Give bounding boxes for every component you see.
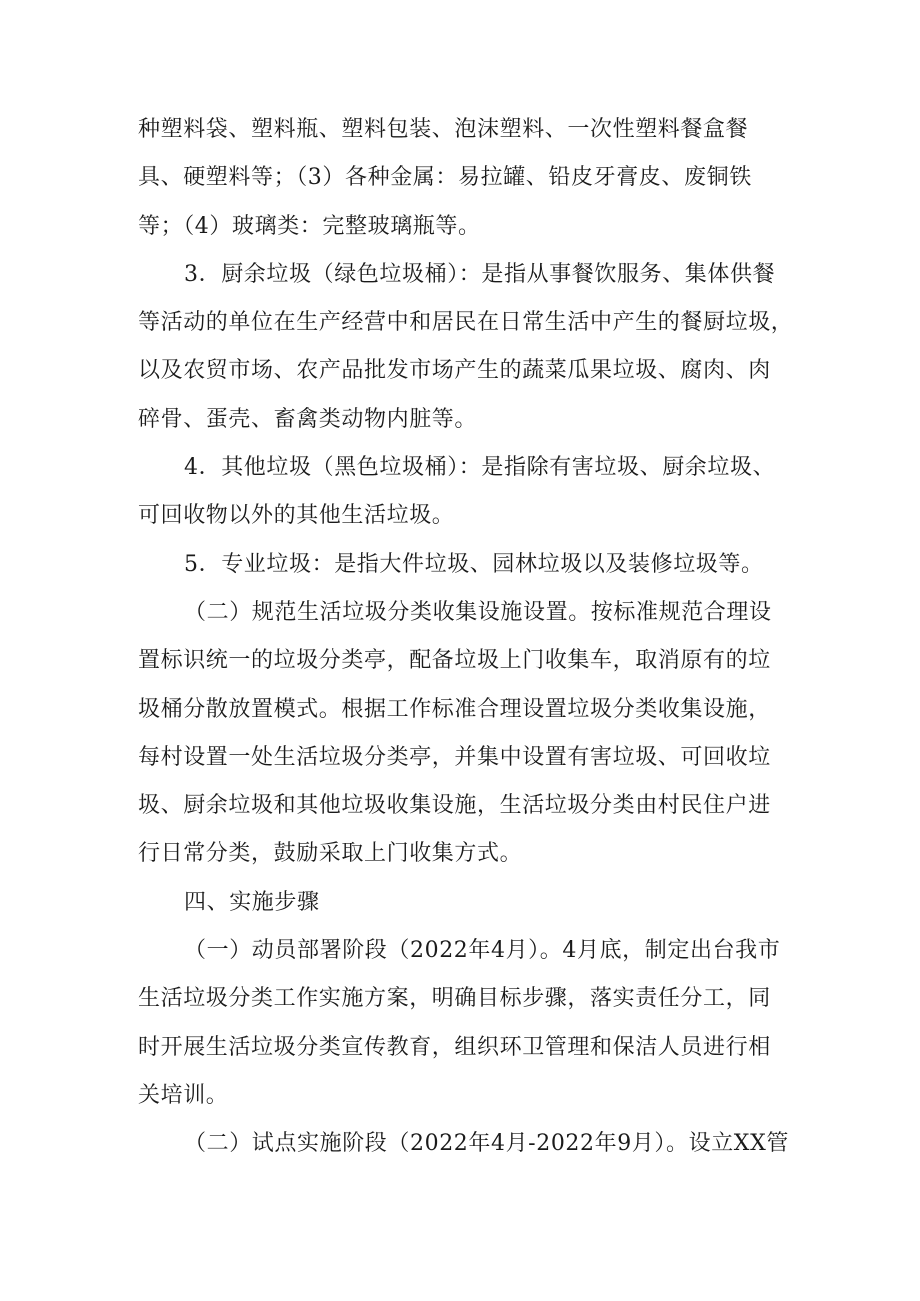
text-line: 4．其他垃圾（黑色垃圾桶）：是指除有害垃圾、厨余垃圾、 <box>184 455 776 481</box>
paragraph-kitchen-waste <box>138 251 793 444</box>
text-line: 种塑料袋、塑料瓶、塑料包装、泡沫塑料、一次性塑料餐盒餐 <box>138 117 749 142</box>
paragraph-special-waste <box>138 541 793 589</box>
document-body <box>138 106 793 1169</box>
text-line: 行日常分类，鼓励采取上门收集方式。 <box>138 841 523 867</box>
text-line: 5．专业垃圾：是指大件垃圾、园林垃圾以及装修垃圾等。 <box>184 551 764 577</box>
text-line: 3．厨余垃圾（绿色垃圾桶）：是指从事餐饮服务、集体供餐 <box>184 261 776 287</box>
section-heading-implementation-steps <box>138 879 793 927</box>
text-line: （一）动员部署阶段（2022年4月）。4月底，制定出台我市 <box>184 938 781 964</box>
text-line: （二）规范生活垃圾分类收集设施设置。按标准规范合理设 <box>184 599 772 625</box>
paragraph-collection-facilities <box>138 589 793 879</box>
text-line: 圾、厨余垃圾和其他垃圾收集设施，生活垃圾分类由村民住户进 <box>138 793 771 819</box>
text-line: 具、硬塑料等；（3）各种金属：易拉罐、铅皮牙膏皮、废铜铁 <box>138 165 752 191</box>
text-line: 等；（4）玻璃类：完整玻璃瓶等。 <box>138 213 481 239</box>
text-line: 碎骨、蛋壳、畜禽类动物内脏等。 <box>138 406 478 432</box>
text-line: 以及农贸市场、农产品批发市场产生的蔬菜瓜果垃圾、腐肉、肉 <box>138 358 771 384</box>
paragraph-pilot-stage <box>138 1120 793 1168</box>
text-line: （二）试点实施阶段（2022年4月-2022年9月）。设立XX管 <box>184 1131 789 1157</box>
text-line: 置标识统一的垃圾分类亭，配备垃圾上门收集车，取消原有的垃 <box>138 648 771 674</box>
text-line: 等活动的单位在生产经营中和居民在日常生活中产生的餐厨垃圾， <box>138 310 794 336</box>
text-line: 圾桶分散放置模式。根据工作标准合理设置垃圾分类收集设施， <box>138 696 771 722</box>
text-line: 每村设置一处生活垃圾分类亭，并集中设置有害垃圾、可回收垃 <box>138 744 771 770</box>
text-line: 时开展生活垃圾分类宣传教育，组织环卫管理和保洁人员进行相 <box>138 1034 771 1060</box>
paragraph-recyclables-continued <box>138 106 793 251</box>
text-line: 可回收物以外的其他生活垃圾。 <box>138 503 455 529</box>
paragraph-other-waste <box>138 444 793 541</box>
paragraph-mobilization-stage <box>138 927 793 1120</box>
text-line: 关培训。 <box>138 1082 229 1108</box>
text-line: 生活垃圾分类工作实施方案，明确目标步骤，落实责任分工，同 <box>138 986 771 1012</box>
text-line: 四、实施步骤 <box>184 889 320 915</box>
